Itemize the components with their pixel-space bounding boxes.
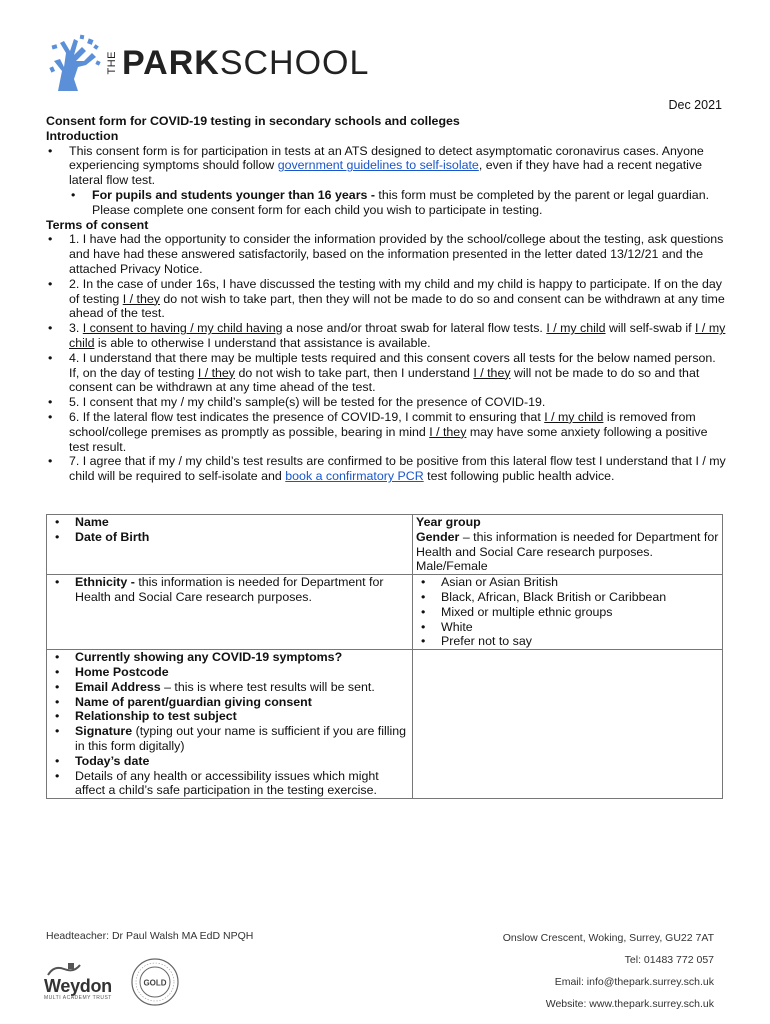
intro-list <box>46 144 726 218</box>
intro-heading: Introduction <box>46 128 119 143</box>
logo-the-text: THE <box>106 51 118 75</box>
ethnic-option[interactable]: • Mixed or multiple ethnic groups <box>413 605 719 620</box>
weydon-logo: Weydon MULTI ACADEMY TRUST <box>44 963 112 1001</box>
ethnicity-cell[interactable] <box>47 575 413 650</box>
term-item: • 4. I understand that there may be multiple tests required and this consent covers all tests for the below named person. If, on the day of testing I / they do not wish to take part, then I understand I / they will not be made to do so and that consent can be withdrawn at any time ahead of the test. <box>46 351 726 395</box>
document-title: Consent form for COVID-19 testing in secondary schools and colleges <box>46 114 460 128</box>
gold-badge-text: GOLD <box>143 978 167 988</box>
name-dob-cell[interactable] <box>47 515 413 575</box>
todays-date-label: • Today’s date <box>47 754 409 769</box>
details-answer-cell[interactable] <box>413 650 723 799</box>
intro-subitem: • For pupils and students younger than 16 years - this form must be completed by the parent or legal guardian. Please complete one consent form for each child you wish to participate in testing. <box>69 188 726 218</box>
ethnic-option[interactable]: • Prefer not to say <box>413 634 719 649</box>
address-text: Onslow Crescent, Woking, Surrey, GU22 7AT <box>502 932 714 944</box>
intro-item: • This consent form is for participation in tests at an ATS designed to detect asymptomatic coronavirus cases. Anyone experiencing symptoms should follow government guidelines to self-isolate, even if they have had a recent negative lateral flow test. <box>46 144 726 188</box>
email-text: Email: info@thepark.surrey.sch.uk <box>554 976 714 988</box>
consent-text <box>46 114 726 484</box>
ethnicity-label: • Ethnicity - this information is needed for Department for Health and Social Care research purposes. <box>47 575 409 605</box>
health-label: • Details of any health or accessibility issues which might affect a child’s safe participation in the testing exercise. <box>47 769 409 799</box>
year-gender-cell[interactable] <box>413 515 723 575</box>
terms-heading: Terms of consent <box>46 217 149 232</box>
details-cell <box>47 650 413 799</box>
term-item: • 6. If the lateral flow test indicates the presence of COVID-19, I commit to ensuring that I / my child is removed from school/college premises as promptly as possible, bearing in mind I / they may have some anxiety following a positive test result. <box>46 410 726 454</box>
table-row <box>47 650 723 799</box>
term-item: • 1. I have had the opportunity to consider the information provided by the school/college about the testing, ask questions and have had these answered satisfactorily, based on the information presented in the letter dated 13/12/21 and the attached Privacy Notice. <box>46 232 726 276</box>
terms-list <box>46 232 726 484</box>
postcode-label: • Home Postcode <box>47 665 409 680</box>
term-item: • 7. I agree that if my / my child’s test results are confirmed to be positive from this lateral flow test I understand that I / my child will be required to self-isolate and book a confirmatory PCR test following public health advice. <box>46 454 726 484</box>
logo-park-text: PARK <box>122 43 220 82</box>
pcr-booking-link[interactable]: book a confirmatory PCR <box>285 469 424 484</box>
email-label: • Email Address – this is where test results will be sent. <box>47 680 409 695</box>
footer-logos <box>44 957 180 1007</box>
term-item: • 2. In the case of under 16s, I have discussed the testing with my child and my child is happy to participate. If on the day of testing I / they do not wish to take part, then they will not be made to do so and consent can be withdrawn at any time ahead of the test. <box>46 277 726 321</box>
ethnic-option[interactable]: • Asian or Asian British <box>413 575 719 590</box>
school-logo <box>48 28 369 98</box>
consent-form-table <box>46 514 723 799</box>
ethnic-option[interactable]: • White <box>413 620 719 635</box>
table-row <box>47 575 723 650</box>
tree-logo-icon <box>48 31 104 95</box>
website-text: Website: www.thepark.surrey.sch.uk <box>545 998 714 1010</box>
table-row <box>47 515 723 575</box>
telephone-text: Tel: 01483 772 057 <box>624 954 714 966</box>
term-item: • 3. I consent to having / my child having a nose and/or throat swab for lateral flow tests. I / my child will self-swab if I / my child is able to otherwise I understand that assistance is available. <box>46 321 726 351</box>
dob-label: • Date of Birth <box>47 530 409 545</box>
parent-label: • Name of parent/guardian giving consent <box>47 695 409 710</box>
logo-school-text: SCHOOL <box>219 43 370 82</box>
ethnicity-options-cell <box>413 575 723 650</box>
signature-label: • Signature (typing out your name is sufficient if you are filling in this form digitally) <box>47 724 409 754</box>
term-item: • 5. I consent that my / my child’s sample(s) will be tested for the presence of COVID-19. <box>46 395 726 410</box>
relationship-label: • Relationship to test subject <box>47 709 409 724</box>
headteacher-text: Headteacher: Dr Paul Walsh MA EdD NPQH <box>46 930 254 942</box>
weydon-crest-icon <box>44 963 84 977</box>
year-group-label: Year group <box>416 515 481 529</box>
name-label: • Name <box>47 515 409 530</box>
gold-award-badge-icon <box>130 957 180 1007</box>
document-date: Dec 2021 <box>668 98 722 112</box>
self-isolate-link[interactable]: government guidelines to self-isolate <box>277 158 479 173</box>
symptoms-label: • Currently showing any COVID-19 symptoms? <box>47 650 409 665</box>
ethnic-option[interactable]: • Black, African, Black British or Caribbean <box>413 590 719 605</box>
gender-label: Gender – this information is needed for Department for Health and Social Care research purposes. Male/Female <box>416 529 719 574</box>
